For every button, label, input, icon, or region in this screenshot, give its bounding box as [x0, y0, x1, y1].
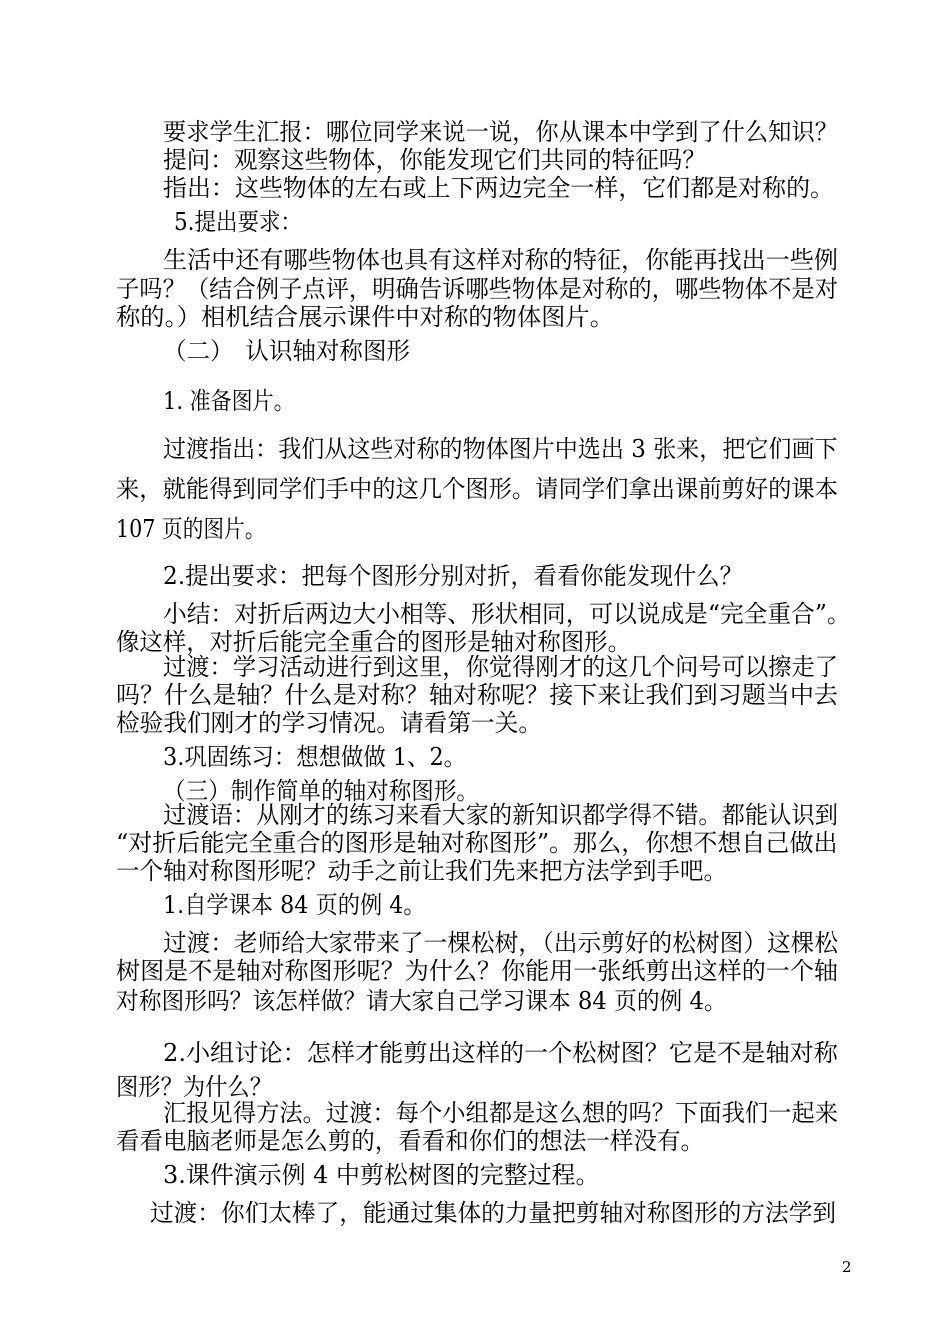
- text-line: 子吗？（结合例子点评，明确告诉哪些物体是对称的，哪些物体不是对: [116, 275, 838, 303]
- text-line: 检验我们刚才的学习情况。请看第一关。: [116, 709, 542, 737]
- text-line: 过渡：你们太棒了，能通过集体的力量把剪轴对称图形的方法学到: [150, 1199, 836, 1227]
- text-line: 看看电脑老师是怎么剪的，看看和你们的想法一样没有。: [116, 1127, 704, 1155]
- text-line: 树图是不是轴对称图形呢？为什么？你能用一张纸剪出这样的一个轴: [116, 957, 838, 985]
- text-line: 提问：观察这些物体，你能发现它们共同的特征吗？: [163, 146, 706, 174]
- text-line: 1.自学课本 84 页的例 4。: [163, 891, 426, 919]
- text-line: 过渡：学习活动进行到这里，你觉得刚才的这几个问号可以擦走了: [163, 653, 838, 681]
- section-heading: （二） 认识轴对称图形: [163, 337, 410, 365]
- text-line: 2.小组讨论：怎样才能剪出这样的一个松树图？它是不是轴对称: [163, 1039, 838, 1067]
- text-line: 一个轴对称图形呢？动手之前让我们先来把方法学到手吧。: [116, 857, 727, 885]
- page-number: 2: [842, 1258, 852, 1276]
- text-line: 107 页的图片。: [116, 515, 266, 543]
- text-line: 吗？什么是轴？什么是对称？轴对称呢？接下来让我们到习题当中去: [116, 681, 838, 709]
- text-line: “对折后能完全重合的图形是轴对称图形”。那么，你想不想自己做出: [116, 829, 838, 857]
- text-line: 生活中还有哪些物体也具有这样对称的特征，你能再找出一些例: [163, 246, 838, 274]
- text-line: 来，就能得到同学们手中的这几个图形。请同学们拿出课前剪好的课本: [116, 475, 838, 503]
- text-line: 对称图形吗？该怎样做？请大家自己学习课本 84 页的例 4。: [116, 987, 727, 1015]
- text-line: 过渡语：从刚才的练习来看大家的新知识都学得不错。都能认识到: [163, 801, 838, 829]
- text-line: 图形？为什么？: [116, 1073, 272, 1101]
- text-line: 过渡指出：我们从这些对称的物体图片中选出 3 张来，把它们画下: [163, 435, 838, 463]
- section-heading: （三）制作简单的轴对称图形。: [163, 777, 479, 805]
- text-line: 3.巩固练习：想想做做 1、2。: [163, 743, 467, 771]
- text-line: 过渡：老师给大家带来了一棵松树，（出示剪好的松树图）这棵松: [163, 929, 838, 957]
- text-line: 指出：这些物体的左右或上下两边完全一样，它们都是对称的。: [163, 174, 834, 202]
- text-line: 像这样，对折后能完全重合的图形是轴对称图形。: [116, 628, 631, 656]
- text-line: 2.提出要求：把每个图形分别对折，看看你能发现什么？: [163, 562, 743, 590]
- text-line: 5.提出要求：: [174, 208, 302, 236]
- text-line: 1. 准备图片。: [163, 387, 295, 415]
- text-line: 小结：对折后两边大小相等、形状相同，可以说成是“完全重合”。: [163, 600, 851, 628]
- text-line: 汇报见得方法。过渡：每个小组都是这么想的吗？下面我们一起来: [163, 1099, 838, 1127]
- text-line: 3.课件演示例 4 中剪松树图的完整过程。: [163, 1161, 600, 1189]
- text-line: 称的。）相机结合展示课件中对称的物体图片。: [116, 303, 614, 331]
- text-line: 要求学生汇报：哪位同学来说一说，你从课本中学到了什么知识？: [163, 118, 838, 146]
